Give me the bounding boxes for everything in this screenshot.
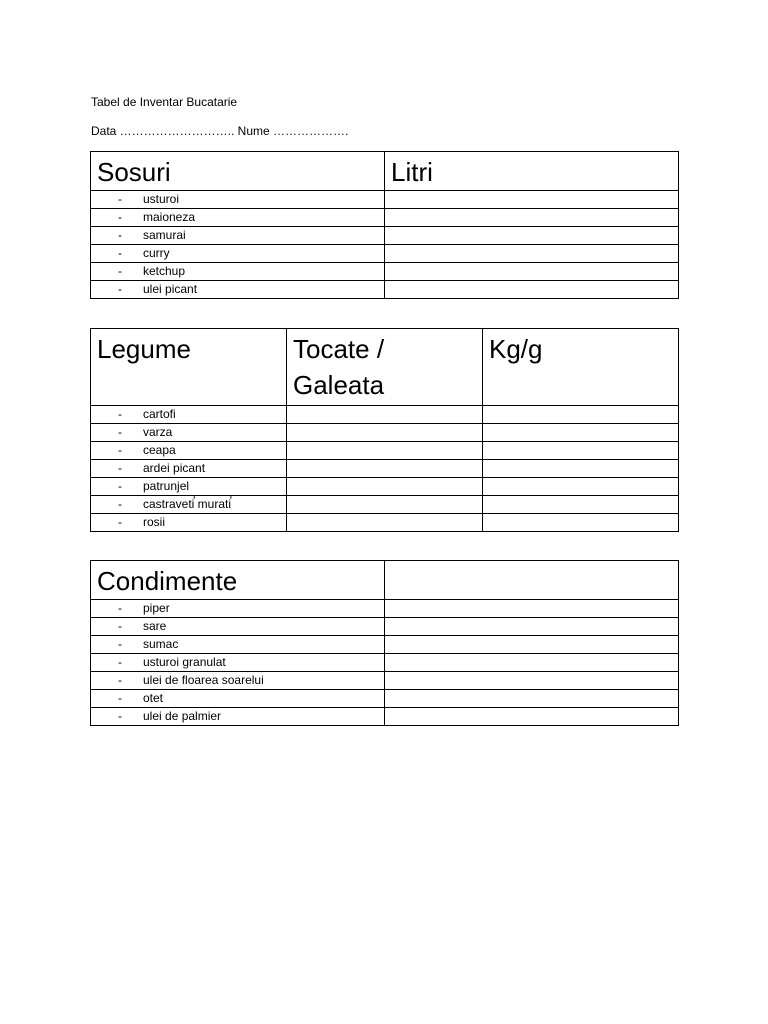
value-cell[interactable]: [483, 460, 679, 478]
list-bullet: -: [118, 461, 122, 475]
item-cell: [91, 514, 287, 532]
list-bullet: -: [118, 497, 122, 511]
value-cell[interactable]: [287, 478, 483, 496]
value-cell[interactable]: [385, 263, 679, 281]
item-cell: [91, 478, 287, 496]
value-cell[interactable]: [483, 496, 679, 514]
list-bullet: -: [118, 228, 122, 242]
list-bullet: -: [118, 425, 122, 439]
table-row: [91, 708, 679, 726]
item-label: ulei de floarea soarelui: [143, 673, 264, 687]
table-row: [91, 478, 679, 496]
column-header-empty: [385, 561, 679, 600]
column-header-vegetables: Legume: [91, 329, 287, 406]
list-bullet: -: [118, 210, 122, 224]
list-bullet: -: [118, 515, 122, 529]
item-label: ardei picant: [143, 461, 206, 475]
item-cell: [91, 636, 385, 654]
item-label: samurai: [143, 228, 186, 242]
item-label: sumac: [143, 637, 179, 651]
value-cell[interactable]: [287, 460, 483, 478]
table-row: [91, 496, 679, 514]
table-row: [91, 424, 679, 442]
list-bullet: -: [118, 673, 122, 687]
value-cell[interactable]: [483, 424, 679, 442]
column-header-spices: Condimente: [91, 561, 385, 600]
table-row: [91, 209, 679, 227]
list-bullet: -: [118, 479, 122, 493]
table-row: [91, 281, 679, 299]
item-cell: [91, 708, 385, 726]
table-row: [91, 263, 679, 281]
list-bullet: -: [118, 601, 122, 615]
table-row: [91, 654, 679, 672]
item-cell: [91, 618, 385, 636]
item-cell: [91, 672, 385, 690]
table-row: [91, 245, 679, 263]
table-row: [91, 672, 679, 690]
item-label: otet: [143, 691, 164, 705]
value-cell[interactable]: [287, 406, 483, 424]
item-cell: [91, 191, 385, 209]
item-label: ketchup: [143, 264, 186, 278]
value-cell[interactable]: [385, 672, 679, 690]
value-cell[interactable]: [385, 618, 679, 636]
table-row: [91, 690, 679, 708]
value-cell[interactable]: [385, 690, 679, 708]
value-cell[interactable]: [385, 708, 679, 726]
value-cell[interactable]: [287, 424, 483, 442]
table-row: [91, 442, 679, 460]
item-label: ulei de palmier: [143, 709, 222, 723]
value-cell[interactable]: [385, 245, 679, 263]
column-header-chopped-bucket: Tocate / Galeata: [287, 329, 483, 406]
table-row: [91, 618, 679, 636]
list-bullet: -: [118, 264, 122, 278]
value-cell[interactable]: [483, 514, 679, 532]
item-label: rosii: [143, 515, 166, 529]
table-row: [91, 600, 679, 618]
table-row: [91, 406, 679, 424]
item-label: patrunjel: [143, 479, 190, 493]
value-cell[interactable]: [385, 636, 679, 654]
item-cell: [91, 654, 385, 672]
column-header-sauces: Sosuri: [91, 152, 385, 191]
item-cell: [91, 263, 385, 281]
value-cell[interactable]: [385, 654, 679, 672]
item-label: varza: [143, 425, 173, 439]
list-bullet: -: [118, 637, 122, 651]
item-label: piper: [143, 601, 170, 615]
document-title: Tabel de Inventar Bucatarie: [91, 95, 238, 109]
item-label: usturoi: [143, 192, 180, 206]
item-cell: [91, 460, 287, 478]
spices-table: [90, 560, 679, 726]
value-cell[interactable]: [287, 496, 483, 514]
item-label: sare: [143, 619, 167, 633]
item-cell: [91, 209, 385, 227]
item-label: maioneza: [143, 210, 196, 224]
value-cell[interactable]: [483, 478, 679, 496]
table-header-row: [91, 561, 679, 600]
table-row: [91, 636, 679, 654]
list-bullet: -: [118, 282, 122, 296]
value-cell[interactable]: [287, 442, 483, 460]
value-cell[interactable]: [385, 209, 679, 227]
vegetables-table: [90, 328, 679, 532]
item-cell: [91, 600, 385, 618]
list-bullet: -: [118, 709, 122, 723]
item-label: ceapa: [143, 443, 176, 457]
item-cell: [91, 406, 287, 424]
table-header-row: [91, 329, 679, 406]
list-bullet: -: [118, 192, 122, 206]
value-cell[interactable]: [385, 600, 679, 618]
table-row: [91, 191, 679, 209]
item-label: castraveti̕ murati̕: [143, 497, 232, 511]
value-cell[interactable]: [287, 514, 483, 532]
item-cell: [91, 442, 287, 460]
item-label: cartofi: [143, 407, 176, 421]
list-bullet: -: [118, 619, 122, 633]
list-bullet: -: [118, 246, 122, 260]
list-bullet: -: [118, 407, 122, 421]
value-cell[interactable]: [385, 281, 679, 299]
value-cell[interactable]: [385, 227, 679, 245]
value-cell[interactable]: [483, 406, 679, 424]
item-cell: [91, 227, 385, 245]
table-header-row: [91, 152, 679, 191]
table-row: [91, 514, 679, 532]
date-name-line: Data ……………………….. Nume ……………….: [91, 124, 349, 138]
column-header-liters: Litri: [385, 152, 679, 191]
list-bullet: -: [118, 655, 122, 669]
item-cell: [91, 245, 385, 263]
sauces-table: [90, 151, 679, 299]
table-row: [91, 227, 679, 245]
item-cell: [91, 281, 385, 299]
list-bullet: -: [118, 691, 122, 705]
item-label: ulei picant: [143, 282, 198, 296]
item-cell: [91, 424, 287, 442]
item-label: curry: [143, 246, 170, 260]
item-cell: [91, 690, 385, 708]
column-header-kg-g: Kg/g: [483, 329, 679, 406]
value-cell[interactable]: [483, 442, 679, 460]
list-bullet: -: [118, 443, 122, 457]
value-cell[interactable]: [385, 191, 679, 209]
table-row: [91, 460, 679, 478]
item-cell: [91, 496, 287, 514]
item-label: usturoi granulat: [143, 655, 226, 669]
